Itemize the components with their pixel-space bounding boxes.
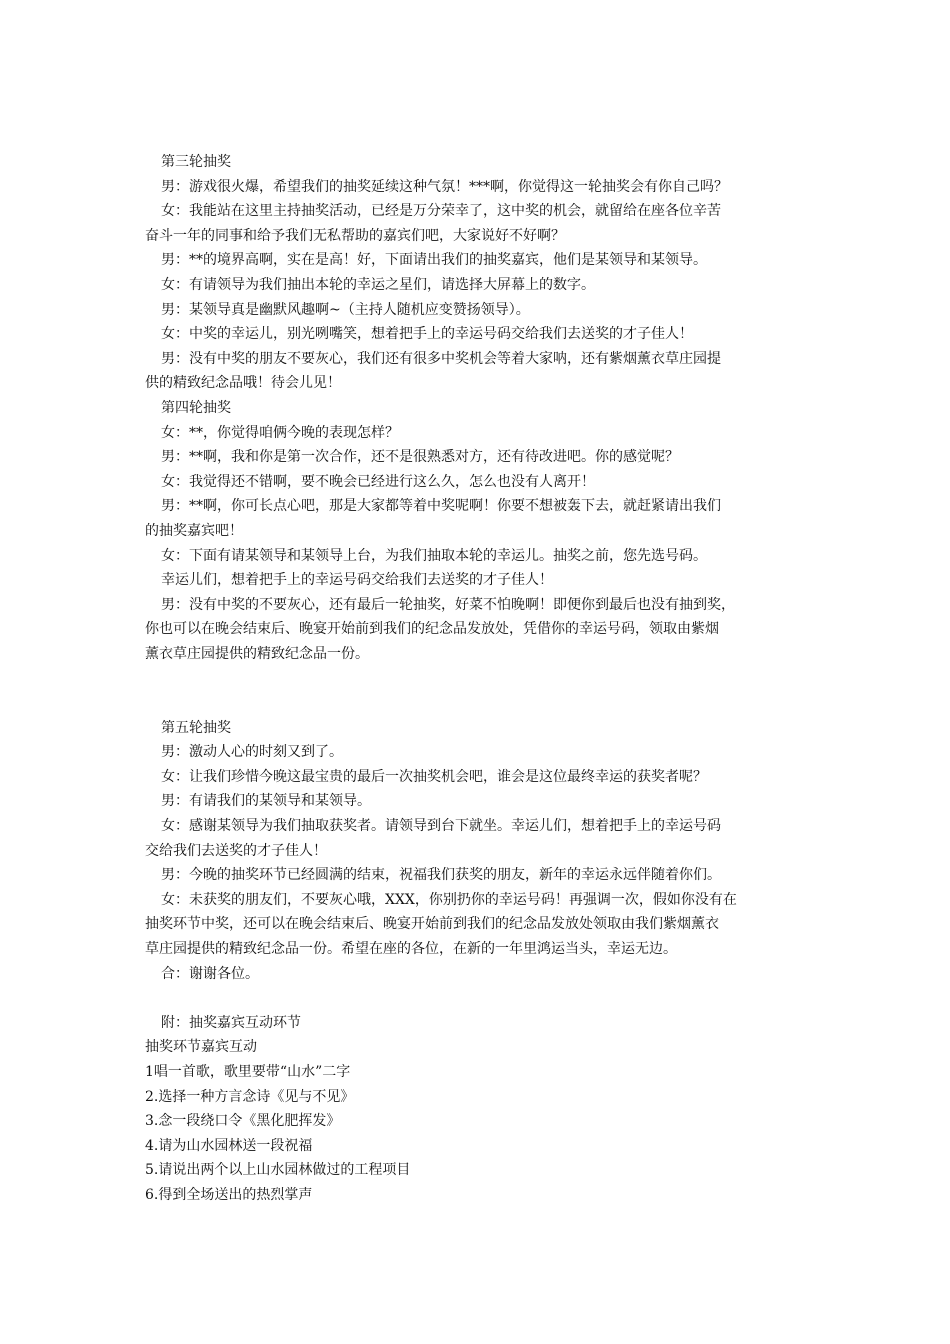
line-32: 草庄园提供的精致纪念品一份。希望在座的各位，在新的一年里鸿运当头，幸运无边。 [145,941,677,957]
line-42: 6.得到全场送出的热烈掌声 [145,1186,313,1203]
line-15: 的抽奖嘉宾吧！ [145,522,243,539]
line-5: 女：有请领导为我们抽出本轮的幸运之星们，请选择大屏幕上的数字。 [161,276,595,293]
line-20: 薰衣草庄园提供的精致纪念品一份。 [145,645,369,662]
line-28: 交给我们去送奖的才子佳人！ [145,842,327,859]
line-0: 第三轮抽奖 [161,154,231,170]
line-17: 幸运儿们，想着把手上的幸运号码交给我们去送奖的才子佳人！ [161,572,553,589]
line-29: 男：今晚的抽奖环节已经圆满的结束，祝福我们获奖的朋友，新年的幸运永远伴随着你们。 [161,867,721,884]
line-31: 抽奖环节中奖，还可以在晚会结束后、晚宴开始前到我们的纪念品发放处领取由我们紫烟薰衣 [145,916,719,933]
line-7: 女：中奖的幸运儿，别光咧嘴笑，想着把手上的幸运号码交给我们去送奖的才子佳人！ [161,326,693,343]
line-36: 抽奖环节嘉宾互动 [145,1039,257,1056]
line-14: 男：**啊，你可长点心吧，那是大家都等着中奖呢啊！你要不想被轰下去，就赶紧请出我们 [161,498,721,515]
line-3: 奋斗一年的同事和给予我们无私帮助的嘉宾们吧，大家说好不好啊？ [145,227,565,244]
line-40: 4.请为山水园林送一段祝福 [145,1137,313,1154]
line-8: 男：没有中奖的朋友不要灰心，我们还有很多中奖机会等着大家呐，还有紫烟薰衣草庄园提 [161,350,721,367]
line-10: 第四轮抽奖 [161,399,231,416]
line-37: 1唱一首歌，歌里要带“山水”二字 [145,1063,351,1080]
line-22 [145,691,810,716]
line-1: 男：游戏很火爆，希望我们的抽奖延续这种气氛！***啊，你觉得这一轮抽奖会有你自己吗？ [161,178,728,195]
line-19: 你也可以在晚会结束后、晚宴开始前到我们的纪念品发放处，凭借你的幸运号码，领取由紫烟 [145,621,719,638]
line-16: 女：下面有请某领导和某领导上台，为我们抽取本轮的幸运儿。抽奖之前，您先选号码。 [161,547,707,564]
line-12: 男：**啊，我和你是第一次合作，还不是很熟悉对方，还有待改进吧。你的感觉呢？ [161,449,679,466]
line-2: 女：我能站在这里主持抽奖活动，已经是万分荣幸了，这中奖的机会，就留给在座各位辛苦 [161,203,721,220]
line-33: 合：谢谢各位。 [161,965,259,982]
line-6: 男：某领导真是幽默风趣啊~（主持人随机应变赞扬领导）。 [161,301,530,318]
line-9: 供的精致纪念品哦！待会儿见！ [145,375,341,392]
line-21 [145,666,810,691]
line-11: 女：**，你觉得咱俩今晚的表现怎样？ [161,424,399,441]
line-26: 男：有请我们的某领导和某领导。 [161,793,371,810]
line-39: 3.念一段绕口令《黑化肥挥发》 [145,1113,341,1130]
line-35: 附：抽奖嘉宾互动环节 [161,1014,301,1031]
line-4: 男：**的境界高啊，实在是高！好，下面请出我们的抽奖嘉宾，他们是某领导和某领导。 [161,252,707,269]
line-25: 女：让我们珍惜今晚这最宝贵的最后一次抽奖机会吧，谁会是这位最终幸运的获奖者呢？ [161,768,707,785]
line-23: 第五轮抽奖 [161,719,231,736]
line-24: 男：激动人心的时刻又到了。 [161,744,343,761]
line-13: 女：我觉得还不错啊，要不晚会已经进行这么久，怎么也没有人离开！ [161,473,595,490]
line-18: 男：没有中奖的不要灰心，还有最后一轮抽奖，好菜不怕晚啊！即便你到最后也没有抽到奖， [161,596,735,613]
line-30: 女：未获奖的朋友们，不要灰心哦，XXX，你别扔你的幸运号码！再强调一次，假如你没有在 [161,891,737,908]
line-34 [145,986,810,1011]
line-41: 5.请说出两个以上山水园林做过的工程项目 [145,1162,411,1179]
line-38: 2.选择一种方言念诗《见与不见》 [145,1088,355,1105]
line-27: 女：感谢某领导为我们抽取获奖者。请领导到台下就坐。幸运儿们，想着把手上的幸运号码 [161,818,721,835]
document-page [145,150,810,1208]
